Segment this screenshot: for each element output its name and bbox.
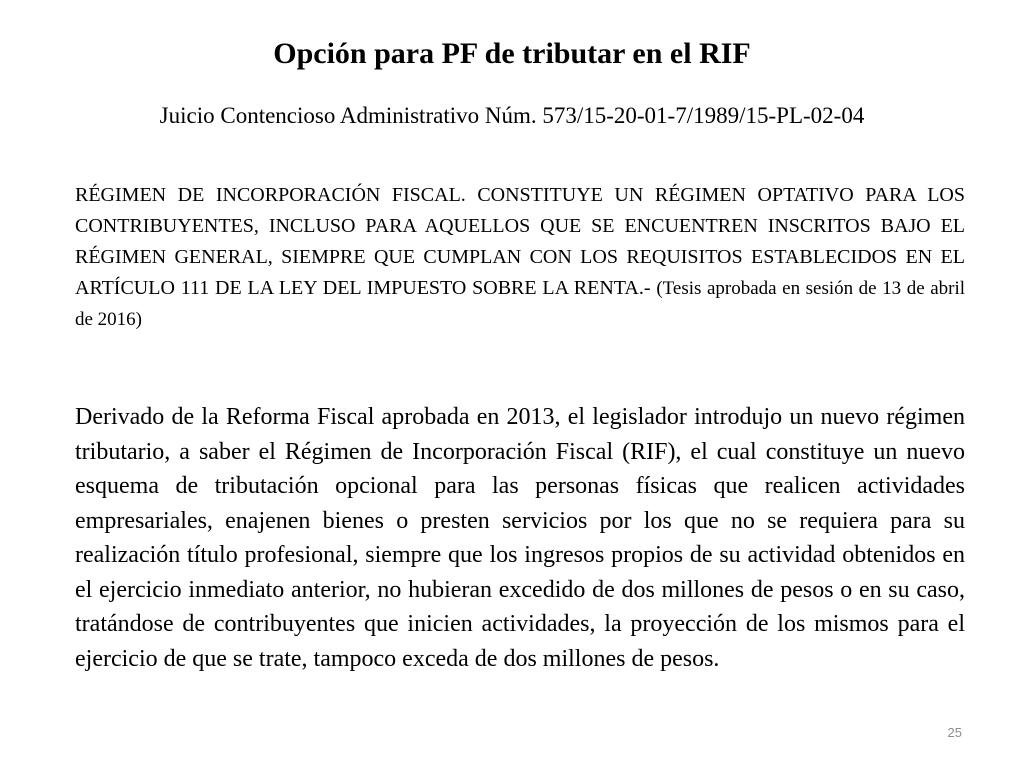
body-paragraph: Derivado de la Reforma Fiscal aprobada en 2013, el legislador introdujo un nuevo régimen tributario, a saber el Régimen de Incorporación Fiscal (RIF), el cual constituye un nuevo esquema de tributación opcional para las personas físicas que realicen actividades empresariales, enajenen bienes o presten servicios por los que no se requiera para su realización título profesional, siempre que los ingresos propios de su actividad obtenidos en el ejercicio inmediato anterior, no hubieran excedido de dos millones de pesos o en su caso, tratándose de contribuyentes que inicien actividades, la proyección de los mismos para el ejercicio de que se trate, tampoco exceda de dos millones de pesos. [75, 404, 965, 672]
thesis-approval-note: (Tesis aprobada en sesión de 13 de abril de 2016) [75, 278, 966, 330]
slide-title: Opción para PF de tributar en el RIF [273, 37, 751, 70]
thesis-paragraph [75, 180, 965, 335]
case-number-subtitle: Juicio Contencioso Administrativo Núm. 573/15-20-01-7/1989/15-PL-02-04 [159, 103, 865, 128]
slide-number: 25 [947, 725, 962, 740]
thesis-heading: RÉGIMEN DE INCORPORACIÓN FISCAL. CONSTITUYE UN RÉGIMEN OPTATIVO PARA LOS CONTRIBUYENTES, INCLUSO PARA AQUELLOS QUE SE ENCUENTREN INSCRITOS BAJO EL RÉGIMEN GENERAL, SIEMPRE QUE CUMPLAN CON LOS REQUISITOS ESTABLECIDOS EN EL ARTÍCULO 111 DE LA LEY DEL IMPUESTO SOBRE LA RENTA.- [75, 184, 965, 299]
